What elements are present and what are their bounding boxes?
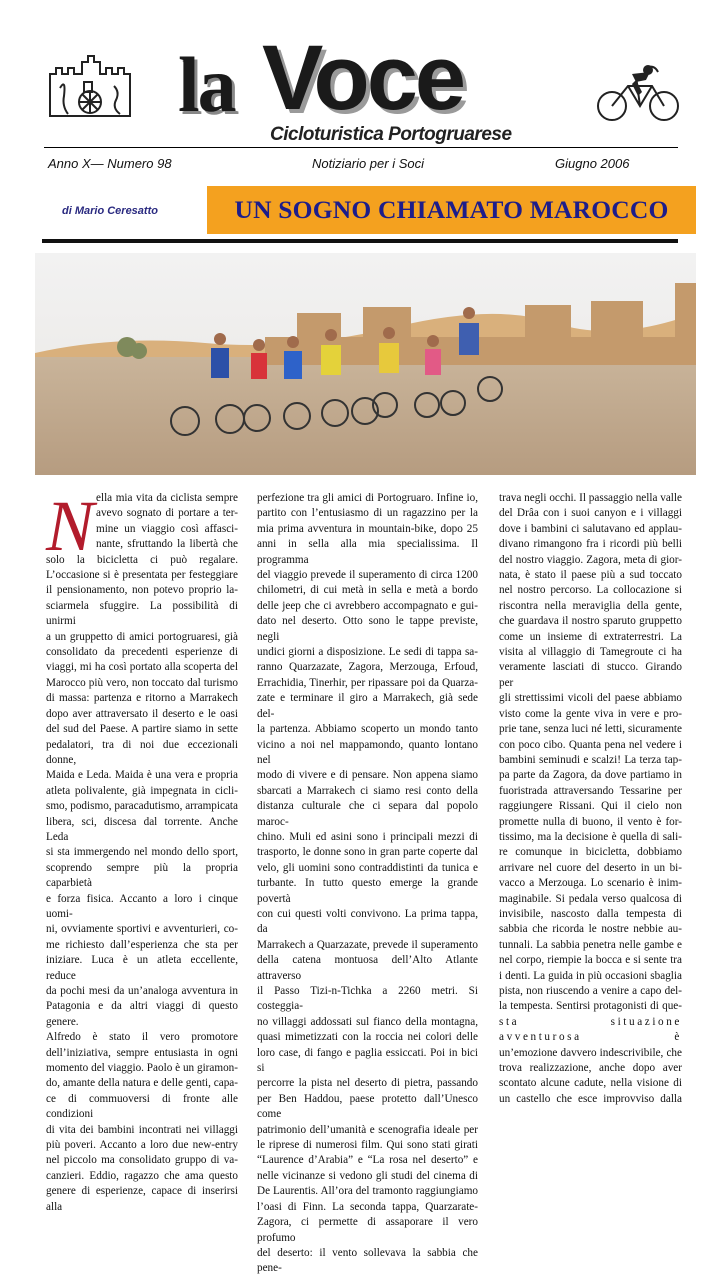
- text-line: trova realizzazione, anche dopo aver: [499, 1062, 682, 1075]
- text-line: sciarmela sfuggire. La possibilità di unirmi: [46, 599, 238, 628]
- text-line: che guardava il nostro sparuto gruppetto: [499, 615, 682, 628]
- text-line: nelle vicinanze si vedono gli studi del cinema di: [257, 1169, 478, 1182]
- castle-logo-icon: [44, 52, 136, 122]
- text-line: nante, sfruttando la libertà che: [96, 538, 238, 551]
- text-line: canzieri. Eddio, ragazzo che ama questo: [46, 1169, 238, 1182]
- text-line: divano rimangono fra i ricordi più belli: [499, 538, 682, 551]
- text-line: arrivare nel cuore del deserto in un bi-: [499, 861, 682, 874]
- text-line: atleta polivalente, già impegnata in cicli-: [46, 784, 238, 797]
- text-line: con poco cibo. Quanta pena nel vedere i: [499, 738, 682, 751]
- text-line: invisibile, nascosto dalla tempesta di: [499, 907, 682, 920]
- text-line: pedalatori, tra di noi due eccezionali donne,: [46, 738, 238, 766]
- text-line: no villaggi addossati sul fianco della montagna,: [257, 1015, 478, 1028]
- cyclist-logo-icon: [596, 62, 682, 124]
- text-line: chilometri, di cui metà in sella e metà a bordo: [257, 584, 478, 597]
- text-line: si sta immergendo nel mondo dello sport,: [46, 846, 238, 859]
- text-line: dopo aver attraversato il deserto e le oasi: [46, 707, 238, 720]
- text-line: do, amante della natura e delle genti, capa-: [46, 1077, 238, 1090]
- text-line: trasporto, le donne sono in gran parte coperte dal: [257, 846, 478, 859]
- text-line: e forza fisica. Accanto a loro i cinque uomi-: [46, 892, 238, 920]
- text-line: pa parte da Zagora, da dove partiamo in: [499, 769, 682, 782]
- text-line: genere di esperienze, capace di inserirsi alla: [46, 1185, 238, 1213]
- text-line: dove i bambini ci salutavano ed applau-: [499, 522, 682, 535]
- text-line: il Passo Tizi-n-Tichka a 2260 metri. Si costeggia-: [257, 985, 478, 1013]
- text-line: libera, sci, discesa dal torrente. Anche Leda: [46, 815, 238, 843]
- text-line: re comunque in bicicletta, dobbiamo: [499, 846, 682, 859]
- desert-cyclists-photo: [35, 253, 696, 475]
- text-line: ni, ovviamente sportivi e avventurieri, co-: [46, 923, 238, 936]
- text-line: per Ben Haddou, paese protetto dall’Unesco come: [257, 1092, 478, 1121]
- text-line: nel nostro percorso. La collocazione si: [499, 584, 682, 597]
- text-line: la partenza. Abbiamo scoperto un mondo tanto: [257, 723, 478, 736]
- masthead-rule: [44, 147, 678, 148]
- text-line: loro case, di fango e paglia essiccati. Poi in bici si: [257, 1046, 478, 1075]
- newsletter-label: Notiziario per i Soci: [312, 156, 424, 171]
- text-line: modo di vivere e di pensare. Non appena siamo: [257, 769, 478, 782]
- text-line: nel piccolo ma consolidato gruppo di va-: [46, 1154, 238, 1167]
- article-column-1: [46, 486, 238, 1215]
- text-line: nata, è stato il paese più a sud toccato: [499, 569, 682, 582]
- text-line: Marocco più vero, non toccato dal turismo: [46, 676, 238, 689]
- text-line: consolidato da precedenti esperienze di: [46, 646, 238, 659]
- text-line: anni in sella alla mia specialissima. Il programma: [257, 538, 478, 566]
- text-line: riscontra nella meraviglia della gente,: [499, 599, 682, 612]
- text-line: me richiesto dall’esperienza che sta per: [46, 938, 238, 951]
- masthead-subtitle: Cicloturistica Portogruarese: [270, 124, 512, 145]
- text-line: visto come la gente viva in vere e pro-: [499, 707, 682, 720]
- article-title-box: [207, 186, 696, 234]
- text-line: scoprendo sempre più la propria caparbietà: [46, 861, 238, 890]
- text-line: con cui questi volti convivono. La prima tappa, da: [257, 907, 478, 936]
- text-line: tunnali. La sabbia penetra nelle gambe e: [499, 938, 682, 951]
- text-line: del sud del Paese. A partire siamo in sette: [46, 723, 238, 736]
- text-line: di vita dei bambini incontrati nei villaggi: [46, 1123, 238, 1136]
- text-line: “Laurence d’Arabia” e “La rosa nel deserto” e: [257, 1154, 478, 1167]
- text-line: veramente lasciati di stucco. Girando per: [499, 661, 682, 689]
- issue-number: Anno X— Numero 98: [48, 156, 172, 171]
- issue-date: Giugno 2006: [555, 156, 630, 171]
- text-line: del viaggio prevede il superamento di circa 1200: [257, 569, 478, 582]
- text-line: dell’iniziativa, sempre entusiasta in ogni: [46, 1046, 238, 1059]
- text-line: le riprese di numerosi film. Qui sono stati girati: [257, 1139, 478, 1152]
- text-line: l’oasi di Finn. La seconda tappa, Quarzarate-: [257, 1200, 478, 1213]
- text-line: del nostro viaggio. Zagora, meta di gior-: [499, 553, 682, 566]
- text-line: Maida e Leda. Maida è una vera e propria: [46, 769, 238, 782]
- text-line: Patagonia e da altri viaggi di questo genere.: [46, 1000, 238, 1028]
- text-line: come un insieme di extraterrestri. La: [499, 630, 682, 643]
- text-line: a un gruppetto di amici portogruaresi, già: [46, 630, 238, 643]
- article-column-3: [499, 491, 682, 1107]
- text-line: fuoristrada attraversando Tessarine per: [499, 784, 682, 797]
- text-line: raggiungere Rissani. Qui il cielo non: [499, 800, 682, 813]
- text-line: undici giorni a disposizione. Le sedi di tappa sa-: [257, 646, 478, 659]
- text-line: sbarcati a Marrakech ci siamo resi conto della: [257, 784, 478, 797]
- text-line: sabbia che ricorda le nostre nebbie au-: [499, 923, 682, 936]
- article-author: di Mario Ceresatto: [62, 205, 158, 217]
- text-line: De Laurentis. All’ora del tramonto raggiungiamo: [257, 1185, 478, 1198]
- text-line: un’emozione davvero indescrivibile, che: [499, 1046, 682, 1059]
- text-line: vacco a Merzouga. Lo scenario è inim-: [499, 877, 682, 890]
- text-line: mine un viaggio così affasci-: [96, 522, 238, 535]
- text-line: il pensionamento, non potevo proprio la-: [46, 584, 238, 597]
- text-line: quasi mimetizzati con la roccia nei colori delle: [257, 1031, 478, 1044]
- masthead-title-la: la: [178, 41, 235, 128]
- text-line: trava negli occhi. Il passaggio nella valle: [499, 492, 682, 504]
- text-line: i denti. La guida in più occasioni sbaglia: [499, 969, 682, 982]
- text-line: perfezione tra gli amici di Portogruaro. Infine io,: [257, 492, 478, 504]
- text-line: turbante. In tutto questo emerge la grande povertà: [257, 877, 478, 905]
- article-dropcap: N: [46, 486, 95, 566]
- text-line: scontato alcune cadute, nella visione di: [499, 1077, 682, 1090]
- text-line: Zagora, ci permette di assaporare il vero profumo: [257, 1216, 478, 1244]
- text-line: percorre la pista nel deserto di pietra, passando: [257, 1077, 478, 1090]
- text-line: maginabile. Si pedala verso qualcosa di: [499, 892, 682, 905]
- text-line: solo la bicicletta ci può regalare.: [46, 553, 238, 566]
- masthead-title-voce: Voce: [262, 27, 464, 129]
- text-line: iniziare. Luca è un atleta eccellente, reduce: [46, 954, 238, 982]
- text-line: di massa: partenza e ritorno a Marrakech: [46, 692, 238, 705]
- text-line: ce di commuoversi di fronte alle condizioni: [46, 1092, 238, 1121]
- text-line: momento del viaggio. Paolo è un giramon-: [46, 1062, 238, 1075]
- text-line: Marrakech a Quarzazate, prevede il superamento: [257, 938, 478, 951]
- text-line: più poveri. Accanto a loro due new-entry: [46, 1139, 238, 1152]
- article-title: UN SOGNO CHIAMATO MAROCCO: [234, 195, 669, 224]
- text-line: bambini seminudi e scalzi! La terza tap-: [499, 753, 682, 766]
- text-line: Alfredo è stato il vero promotore: [46, 1031, 238, 1044]
- text-line: zate e terminare il giro a Marrakech, già sede del-: [257, 692, 478, 720]
- text-line: distanza culturale che ci separa dal popolo maroc-: [257, 800, 478, 828]
- text-line: da pochi mesi da un’analoga avventura in: [46, 985, 238, 997]
- text-line: della catena montuosa dell’Alto Atlante attraverso: [257, 954, 478, 982]
- text-line: pista, non riuscendo a venire a capo del-: [499, 985, 682, 997]
- text-line: patrimonio dell’umanità e scenografia ideale per: [257, 1123, 478, 1136]
- text-line: delle jeep che ci avrebbero accompagnato e gui-: [257, 599, 478, 612]
- text-line: del Drâa con i suoi canyon e i villaggi: [499, 507, 682, 520]
- text-line: la tempesta. Sentirsi protagonisti di que-: [499, 1000, 682, 1013]
- text-line: partito con l’entusiasmo di un ragazzino per la: [257, 507, 478, 520]
- text-line: nel corpo, riempie la bocca e si sente tra: [499, 954, 682, 967]
- text-line: del deserto: il vento sollevava la sabbia che pene-: [257, 1246, 478, 1275]
- text-line: promette nulla di buono, il vento è for-: [499, 815, 682, 828]
- text-line: ranno Quarzazate, Zagora, Merzouga, Erfoud,: [257, 661, 478, 674]
- text-line: avevo sognato di portare a ter-: [96, 507, 238, 520]
- text-line: visita al villaggio di Tamegroute ci ha: [499, 646, 682, 659]
- text-line: viaggi, mi ha così portato alla scoperta del: [46, 661, 238, 674]
- text-line: tissimo, ma la decisione è quella di sali-: [499, 830, 682, 843]
- text-line: chino. Muli ed asini sono i principali mezzi di: [257, 830, 478, 843]
- text-line: smo, podismo, paracadutismo, arrampicata: [46, 800, 238, 813]
- text-line: dato nel deserto. Otto sono le tappe previste, negli: [257, 615, 478, 643]
- text-line: ella mia vita da ciclista sempre: [96, 492, 238, 504]
- text-line: L’occasione si è presentata per festeggiare: [46, 569, 238, 582]
- text-line: velo, gli uomini sono contraddistinti da tunica e: [257, 861, 478, 874]
- text-line: vicino a noi nel mappamondo, quanto lontano nel: [257, 738, 478, 766]
- title-rule: [42, 239, 678, 243]
- text-line: sta situazione avventurosa è: [499, 1015, 682, 1044]
- text-line: gli strettissimi vicoli del paese abbiamo: [499, 692, 682, 705]
- text-line: mia prima avventura in mountain-bike, dopo 25: [257, 522, 478, 535]
- text-line: un castello che esce improvviso dalla: [499, 1092, 682, 1105]
- text-line: prie tane, senza luci né letti, sicuramente: [499, 723, 682, 736]
- text-line: Errachidia, Tinerhir, per ripassare poi da Quarza-: [257, 676, 478, 689]
- article-column-2: [257, 491, 478, 1277]
